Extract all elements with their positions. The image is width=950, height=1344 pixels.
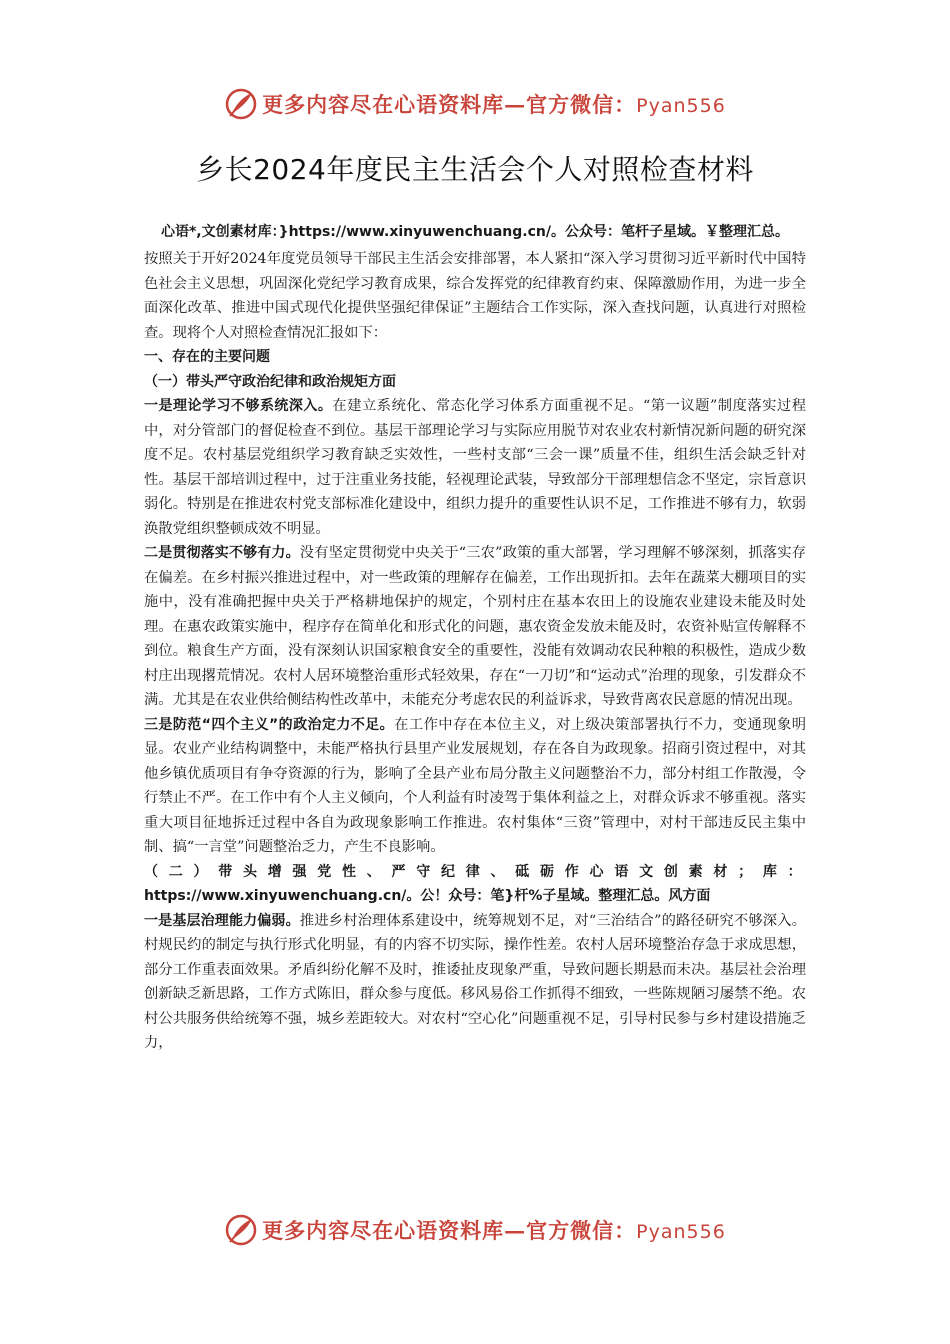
paragraph-lead: 二是贯彻落实不够有力。 <box>144 545 300 561</box>
paragraph-body: 推进乡村治理体系建设中，统筹规划不足，对“三治结合”的路径研究不够深入。村规民约的制定与执行形式化明显，有的内容不切实际，操作性差。农村人居环境整治存急于求成思想，部分工作重表面效果。矛盾纠纷化解不及时，推诿扯皮现象严重，导致问题长期悬而未决。基层社会治理创新缺乏新思路，工作方式陈旧，群众参与度低。移风易俗工作抓得不细致，一些陈规陋习屡禁不绝。农村公共服务供给统筹不强，城乡差距较大。对农村“空心化”问题重视不足，引导村民参与乡村建设措施乏力， <box>144 912 806 1051</box>
paragraph-2 <box>144 541 806 713</box>
intro-paragraph: 按照关于开好2024年度党员领导干部民主生活会安排部署，本人紧扣“深入学习贯彻习近平新时代中国特色社会主义思想，巩固深化党纪学习教育成果，综合发挥党的纪律教育约束、保障激励作用，为进一步全面深化改革、推进中国式现代化提供坚强纪律保证”主题结合工作实际，深入查找问题，认真进行对照检查。现将个人对照检查情况汇报如下： <box>144 251 806 341</box>
wechat-id: Pyan556 <box>636 95 726 117</box>
paragraph-3 <box>144 713 806 860</box>
footer-watermark-banner <box>0 1210 950 1250</box>
paragraph-body: 在建立系统化、常态化学习体系方面重视不足。“第一议题”制度落实过程中，对分管部门的督促检查不到位。基层干部理论学习与实际应用脱节对农业农村新情况新问题的研究深度不足。农村基层党组织学习教育缺乏实效性，一些村支部“三会一课”质量不佳，组织生活会缺乏针对性。基层干部培训过程中，过于注重业务技能，轻视理论武装，导致部分干部理想信念不坚定，宗旨意识弱化。特别是在推进农村党支部标准化建设中，组织力提升的重要性认识不足，工作推进不够有力，软弱涣散党组织整顿成效不明显。 <box>144 398 806 537</box>
subsection-heading-1: （一）带头严守政治纪律和政治规矩方面 <box>144 373 396 390</box>
banner-text: 更多内容尽在心语资料库—官方微信：Pyan556 <box>262 92 726 117</box>
source-line: 心语*,文创素材库：}https://www.xinyuwenchuang.cn/。公众号：笔杆子星域。￥整理汇总。 <box>160 224 789 240</box>
document-body <box>144 220 806 1056</box>
banner-text: 更多内容尽在心语资料库—官方微信：Pyan556 <box>262 1218 726 1243</box>
document-title: 乡长2024年度民主生活会个人对照检查材料 <box>196 153 754 186</box>
paragraph-1 <box>144 394 806 541</box>
paragraph-lead: 一是理论学习不够系统深入。 <box>144 398 333 414</box>
subsection-heading-2: （二）带头增强党性、严守纪律、砥砺作心语文创素材；库： https://www.xinyuwenchuang.cn/。公！众号：笔}杆%子星域。整理汇总。风方面 <box>144 863 806 904</box>
paragraph-body: 在工作中存在本位主义，对上级决策部署执行不力，变通现象明显。农业产业结构调整中，未能严格执行县里产业发展规划，存在各自为政现象。招商引资过程中，对其他乡镇优质项目有争夺资源的行为，影响了全县产业布局分散主义问题整治不力，部分村组工作散漫，令行禁止不严。在工作中有个人主义倾向，个人利益有时凌驾于集体利益之上，对群众诉求不够重视。落实重大项目征地拆迁过程中各自为政现象影响工作推进。农村集体“三资”管理中，对村干部违反民主集中制、搞“一言堂”问题整治乏力，产生不良影响。 <box>144 716 807 855</box>
paragraph-body: 没有坚定贯彻党中央关于“三农”政策的重大部署，学习理解不够深刻，抓落实存在偏差。在乡村振兴推进过程中，对一些政策的理解存在偏差，工作出现折扣。去年在蔬菜大棚项目的实施中，没有准确把握中央关于严格耕地保护的规定，个别村庄在基本农田上的设施农业建设未能及时处理。在惠农政策实施中，程序存在简单化和形式化的问题，惠农资金发放未能及时，农资补贴宣传解释不到位。粮食生产方面，没有深刻认识国家粮食安全的重要性，没能有效调动农民种粮的积极性，造成少数村庄出现撂荒情况。农村人居环境整治重形式轻效果，存在“一刀切”和“运动式”治理的现象，引发群众不满。尤其是在农业供给侧结构性改革中，未能充分考虑农民的利益诉求，导致背离农民意愿的情况出现。 <box>144 545 806 708</box>
section-heading: 一、存在的主要问题 <box>144 349 270 365</box>
paragraph-lead: 三是防范“四个主义”的政治定力不足。 <box>144 716 395 733</box>
quill-pen-icon <box>224 1213 258 1247</box>
header-watermark-banner <box>0 84 950 124</box>
paragraph-4 <box>144 909 806 1056</box>
wechat-id: Pyan556 <box>636 1221 726 1243</box>
paragraph-lead: 一是基层治理能力偏弱。 <box>144 912 300 929</box>
quill-pen-icon <box>224 87 258 121</box>
